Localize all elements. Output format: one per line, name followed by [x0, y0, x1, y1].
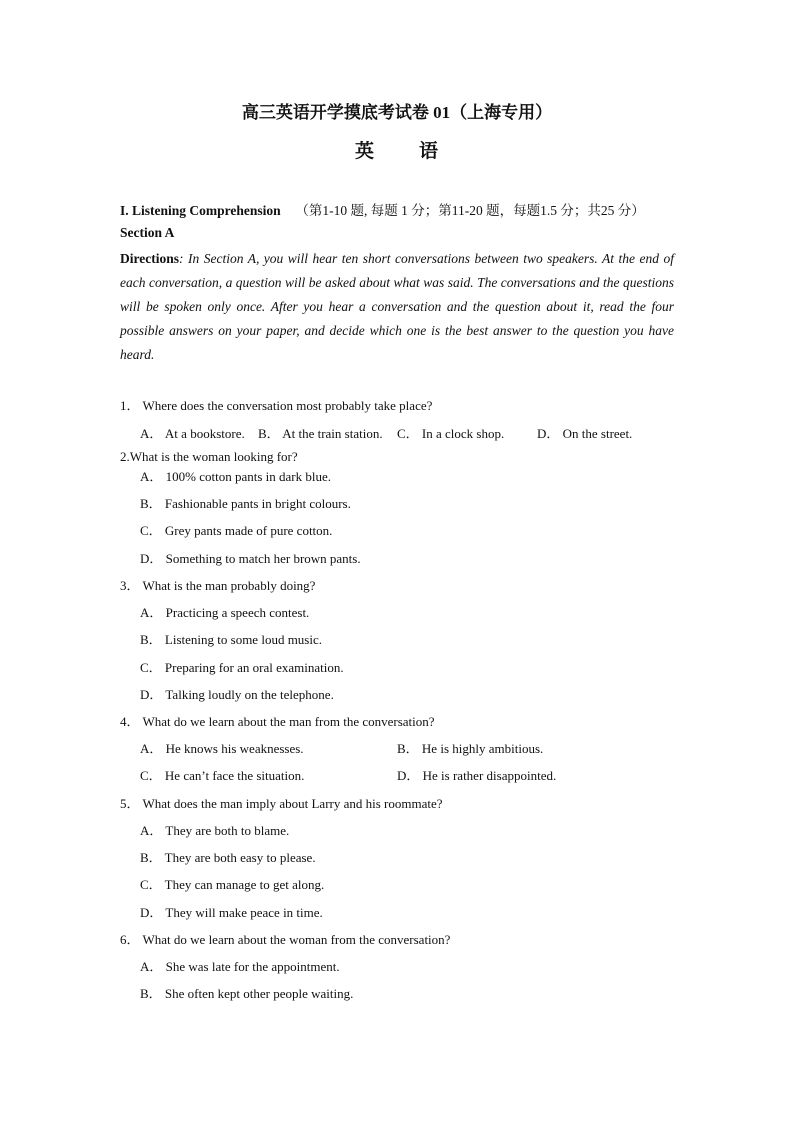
section-scoring: （第1-10 题, 每题 1 分；第11-20 题，每题1.5 分；共25 分）	[295, 203, 645, 218]
directions-text: : In Section A, you will hear ten short conversations between two speakers. At the end of each conversation, a question will be asked about what was said. The conversations and the questions will be spoken only once. After you hear a conversation and the question about it, read the four possible answers on your paper, and decide which one is the best answer to the question you have heard.	[120, 251, 674, 362]
option: B． She often kept other people waiting.	[140, 986, 354, 1001]
option: A． 100% cotton pants in dark blue.	[140, 469, 331, 484]
option: C． They can manage to get along.	[140, 877, 325, 892]
question-stem: 3． What is the man probably doing?	[120, 578, 316, 593]
option: C． He can’t face the situation.	[140, 768, 305, 783]
subject-char-1: 英	[354, 141, 375, 162]
option: B． He is highly ambitious.	[397, 741, 544, 756]
question-stem: 5． What does the man imply about Larry and his roommate?	[120, 796, 443, 811]
question-stem: 2.What is the woman looking for?	[120, 449, 298, 464]
option: D． They will make peace in time.	[140, 905, 323, 920]
option: B． They are both easy to please.	[140, 850, 316, 865]
subject-char-2: 语	[419, 141, 440, 162]
option: A． She was late for the appointment.	[140, 959, 340, 974]
subject-title	[0, 136, 794, 163]
question-stem: 1． Where does the conversation most probably take place?	[120, 398, 433, 413]
option: C． Preparing for an oral examination.	[140, 660, 344, 675]
option: D． On the street.	[537, 426, 633, 441]
option: C． In a clock shop.	[397, 426, 505, 441]
option: D． Talking loudly on the telephone.	[140, 687, 334, 702]
option: B． Listening to some loud music.	[140, 632, 322, 647]
option: C． Grey pants made of pure cotton.	[140, 523, 333, 538]
option: A． Practicing a speech contest.	[140, 605, 310, 620]
directions-label: Directions	[120, 251, 179, 266]
section-heading-title: I. Listening Comprehension	[120, 203, 281, 218]
exam-title: 高三英语开学摸底考试卷 01（上海专用）	[241, 103, 553, 122]
directions-paragraph	[120, 247, 674, 367]
section-part-label: Section A	[120, 225, 175, 240]
question-stem: 6． What do we learn about the woman from the conversation?	[120, 932, 451, 947]
option: D． Something to match her brown pants.	[140, 551, 361, 566]
option: A． He knows his weaknesses.	[140, 741, 304, 756]
question-stem: 4． What do we learn about the man from the conversation?	[120, 714, 435, 729]
section-heading	[120, 199, 645, 219]
option: B． At the train station.	[258, 426, 383, 441]
option: A． They are both to blame.	[140, 823, 290, 838]
option: B． Fashionable pants in bright colours.	[140, 496, 351, 511]
option: D． He is rather disappointed.	[397, 768, 557, 783]
option: A． At a bookstore.	[140, 426, 245, 441]
